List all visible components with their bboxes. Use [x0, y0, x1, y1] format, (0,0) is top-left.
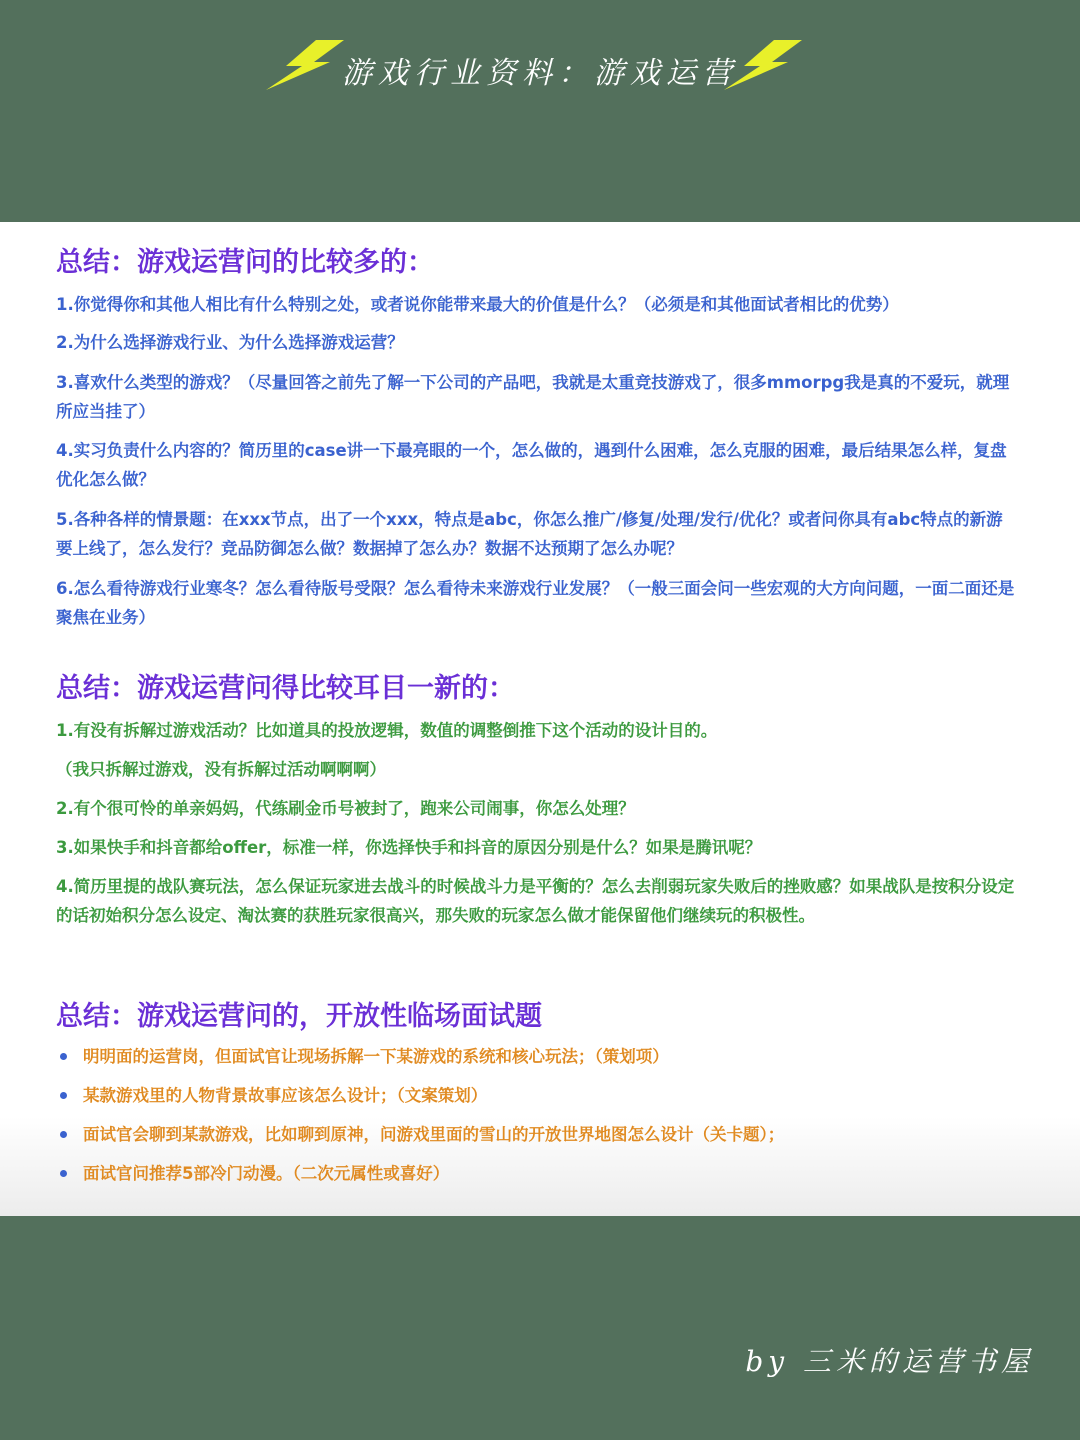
page-title: 游戏行业资料：游戏运营 [342, 56, 738, 91]
list-item: 1.有没有拆解过游戏活动？比如道具的投放逻辑，数值的调整倒推下这个活动的设计目的。 [56, 721, 718, 740]
header-banner [0, 0, 1080, 222]
list-item: 2.有个很可怜的单亲妈妈，代练刷金币号被封了，跑来公司闹事，你怎么处理？ [56, 799, 635, 818]
lightning-bolt-icon [266, 40, 346, 92]
bullet-icon [60, 1170, 67, 1177]
list-item: （我只拆解过游戏，没有拆解过活动啊啊啊） [56, 760, 386, 779]
bullet-icon [60, 1131, 67, 1138]
list-item-text: 某款游戏里的人物背景故事应该怎么设计；（文案策划） [83, 1086, 488, 1105]
header-title-group [0, 40, 1080, 100]
list-item: 5.各种各样的情景题：在xxx节点，出了一个xxx，特点是abc，你怎么推广/修复/处理/发行/优化？或者问你具有abc特点的新游要上线了，怎么发行？竞品防御怎么做？数据掉了怎么办？数据不达预期了怎么办呢？ [56, 510, 1003, 558]
list-item: 2.为什么选择游戏行业、为什么选择游戏运营？ [56, 333, 404, 352]
bullet-icon [60, 1053, 67, 1060]
list-item-text: 明明面的运营岗，但面试官让现场拆解一下某游戏的系统和核心玩法；（策划项） [83, 1047, 669, 1066]
content-panel [0, 222, 1080, 1216]
bullet-icon [60, 1092, 67, 1099]
section-title-novel-questions: 总结：游戏运营问得比较耳目一新的： [56, 673, 515, 704]
author-signature: by 三米的运营书屋 [745, 1345, 1034, 1378]
lightning-bolt-icon [724, 40, 804, 92]
list-item-text: 面试官会聊到某款游戏，比如聊到原神，问游戏里面的雪山的开放世界地图怎么设计（关卡题）； [83, 1125, 785, 1144]
list-item: 4.简历里提的战队赛玩法，怎么保证玩家进去战斗的时候战斗力是平衡的？怎么去削弱玩家失败后的挫败感？如果战队是按积分设定的话初始积分怎么设定、淘汰赛的获胜玩家很高兴，那失败的玩家怎么做才能保留他们继续玩的积极性。 [56, 877, 1015, 925]
section-title-common-questions: 总结：游戏运营问的比较多的： [56, 247, 434, 278]
list-item: 3.喜欢什么类型的游戏？（尽量回答之前先了解一下公司的产品吧，我就是太重竞技游戏了，很多mmorpg我是真的不爱玩，就理所应当挂了） [56, 373, 1010, 421]
section-title-open-questions: 总结：游戏运营问的，开放性临场面试题 [56, 1001, 542, 1032]
list-item: 1.你觉得你和其他人相比有什么特别之处，或者说你能带来最大的价值是什么？（必须是和其他面试者相比的优势） [56, 295, 899, 314]
list-item: 6.怎么看待游戏行业寒冬？怎么看待版号受限？怎么看待未来游戏行业发展？（一般三面会问一些宏观的大方向问题，一面二面还是聚焦在业务） [56, 579, 1015, 627]
list-item: 4.实习负责什么内容的？简历里的case讲一下最亮眼的一个，怎么做的，遇到什么困难，怎么克服的困难，最后结果怎么样，复盘优化怎么做？ [56, 441, 1007, 489]
list-item: 3.如果快手和抖音都给offer，标准一样，你选择快手和抖音的原因分别是什么？如果是腾讯呢？ [56, 838, 762, 857]
list-item-text: 面试官问推荐5部冷门动漫。（二次元属性或喜好） [83, 1164, 450, 1183]
